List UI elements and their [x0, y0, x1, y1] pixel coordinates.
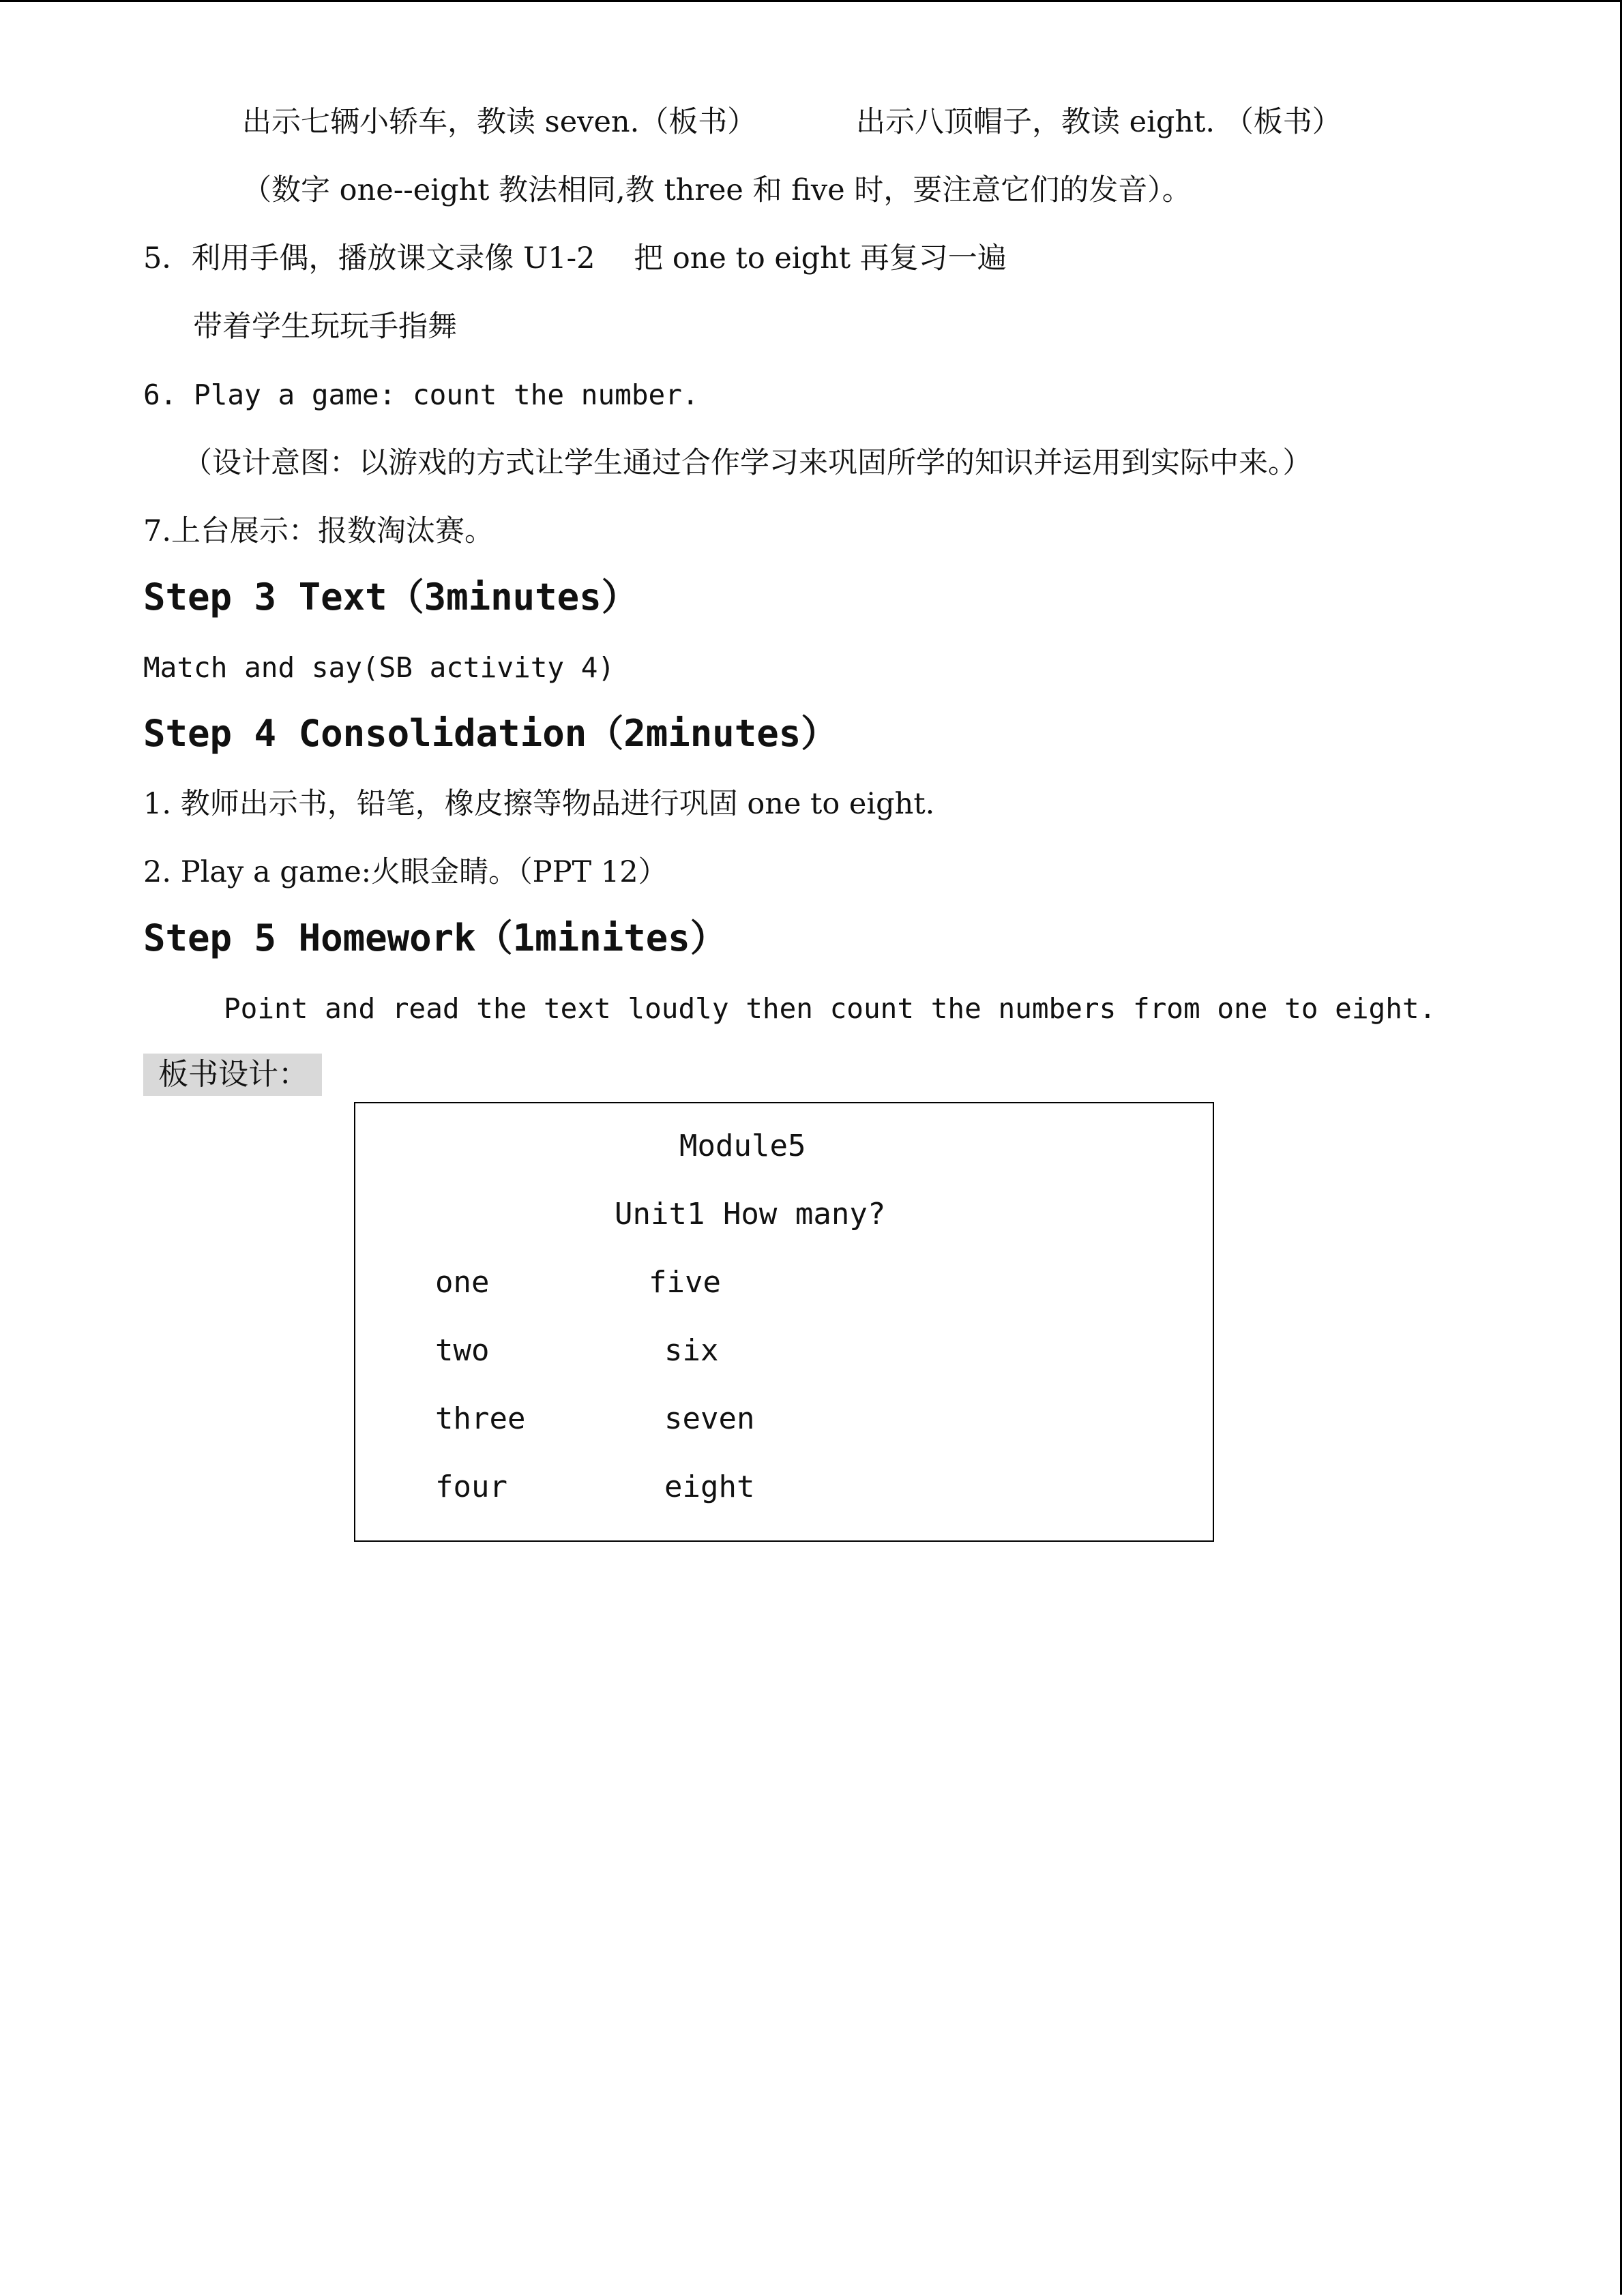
heading-step-5: Step 5 Homework（1minites）	[143, 916, 727, 959]
line-step-5: 5．利用手偶，播放课文录像 U1-2 把 one to eight 再复习一遍	[143, 241, 1007, 275]
board-word-left-3: three	[435, 1401, 526, 1436]
line-seven: 出示七辆小轿车，教读 seven.（板书）	[242, 105, 757, 139]
blackboard-design-box	[354, 1102, 1214, 1542]
board-subtitle: Unit1 How many?	[615, 1197, 886, 1232]
heading-step-4: Step 4 Consolidation（2minutes）	[143, 712, 838, 755]
board-word-right-1: five	[649, 1265, 721, 1300]
board-word-left-1: one	[435, 1265, 490, 1300]
line-consolidation-2: 2. Play a game:火眼金睛。（PPT 12）	[143, 855, 668, 889]
line-teaching-note: （数字 one--eight 教法相同,教 three 和 five 时，要注意它们的发音）。	[242, 173, 1192, 207]
board-word-right-4: eight	[664, 1470, 755, 1504]
line-consolidation-1: 1. 教师出示书，铅笔，橡皮擦等物品进行巩固 one to eight.	[143, 787, 935, 821]
heading-step-3: Step 3 Text（3minutes）	[143, 576, 638, 618]
line-eight: 出示八顶帽子，教读 eight. （板书）	[856, 105, 1342, 139]
board-design-label-text: 板书设计：	[158, 1057, 308, 1092]
board-word-left-2: two	[435, 1333, 490, 1368]
line-homework: Point and read the text loudly then count the numbers from one to eight.	[224, 992, 1436, 1025]
line-finger-dance: 带着学生玩玩手指舞	[193, 310, 457, 344]
line-step-7: 7.上台展示：报数淘汰赛。	[143, 514, 494, 548]
board-title: Module5	[679, 1129, 806, 1163]
line-design-intent: （设计意图：以游戏的方式让学生通过合作学习来巩固所学的知识并运用到实际中来。）	[183, 446, 1312, 480]
line-match-and-say: Match and say(SB activity 4)	[143, 651, 615, 684]
board-word-right-3: seven	[664, 1401, 755, 1436]
board-design-label	[143, 1054, 322, 1096]
board-word-right-2: six	[664, 1333, 719, 1368]
board-word-left-4: four	[435, 1470, 507, 1504]
line-step-6: 6. Play a game: count the number.	[143, 378, 699, 411]
